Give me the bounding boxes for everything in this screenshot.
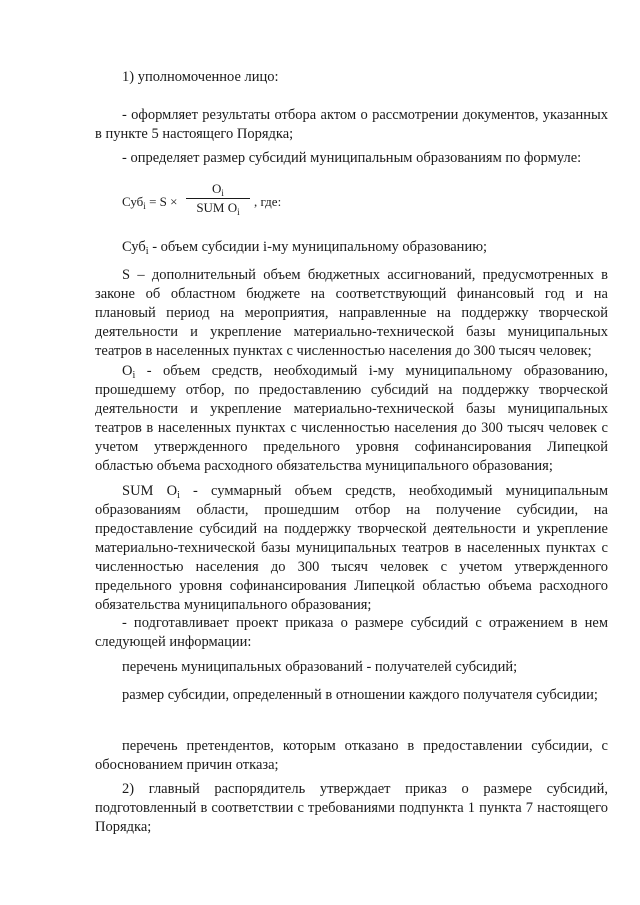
paragraph-sum-oi-definition: SUM $O_i$ - суммарный объем средств, необходимый муниципальным образованиям области, прошедшим отбор на получение субсидии, на предоставление субсидий на поддержку творческой деятельности и укрепление материально-технической базы муниципальных театров в населенных пунктах с численностью населения до 300 тысяч человек с учетом утвержденного предельного уровня софинансирования Липецкой областью объема расходного обязательства муниципального образования; xyxy=(95,483,608,613)
paragraph-sub-i-definition: Суб$_i$ - объем субсидии i-му муниципальному образованию; xyxy=(122,239,488,257)
formula-lhs: Суб$_i$ = S × xyxy=(122,194,178,211)
paragraph-authorized-person: 1) уполномоченное лицо: xyxy=(122,69,279,85)
formula-where: , где: xyxy=(254,194,282,209)
paragraph-order-draft: - подготавливает проект приказа о размере субсидий с отражением в нем следующей информации: xyxy=(95,615,608,650)
paragraph-oi-definition: $O_i$ - объем средств, необходимый i-му муниципальному образованию, прошедшему отбор, по предоставлению субсидий на поддержку творческой деятельности и укрепление материально-технической базы муниципальных театров в населенных пунктах с численностью населения до 300 тысяч человек с учетом утвержденного предельного уровня софинансирования Липецкой областью объема расходного обязательства муниципального образования; xyxy=(95,363,608,474)
paragraph-s-definition: S – дополнительный объем бюджетных ассигнований, предусмотренных в законе об областном бюджете на соответствующий финансовый год и на плановый период на мероприятия, направленные на поддержку творческой деятельности и укрепление материально-технической базы муниципальных театров в населенных пунктах с численностью населения до 300 тысяч человек; xyxy=(95,267,608,359)
paragraph-act-of-review: - оформляет результаты отбора актом о рассмотрении документов, указанных в пункте 5 настоящего Порядка; xyxy=(95,107,608,142)
formula-fraction xyxy=(186,182,250,215)
formula-denominator: SUM $O_i$ xyxy=(196,200,240,217)
paragraph-main-administrator: 2) главный распорядитель утверждает приказ о размере субсидий, подготовленный в соответствии с требованиями подпункта 1 пункта 7 настоящего Порядка; xyxy=(95,781,608,835)
formula-numerator: $O_i$ xyxy=(186,182,250,199)
paragraph-subsidy-size: размер субсидии, определенный в отношении каждого получателя субсидии; xyxy=(122,687,598,703)
paragraph-recipients-list: перечень муниципальных образований - получателей субсидий; xyxy=(122,659,518,675)
paragraph-subsidy-formula-intro: - определяет размер субсидий муниципальным образованиям по формуле: xyxy=(122,150,582,166)
paragraph-refusals-list: перечень претендентов, которым отказано в предоставлении субсидии, с обоснованием причин отказа; xyxy=(95,738,608,773)
